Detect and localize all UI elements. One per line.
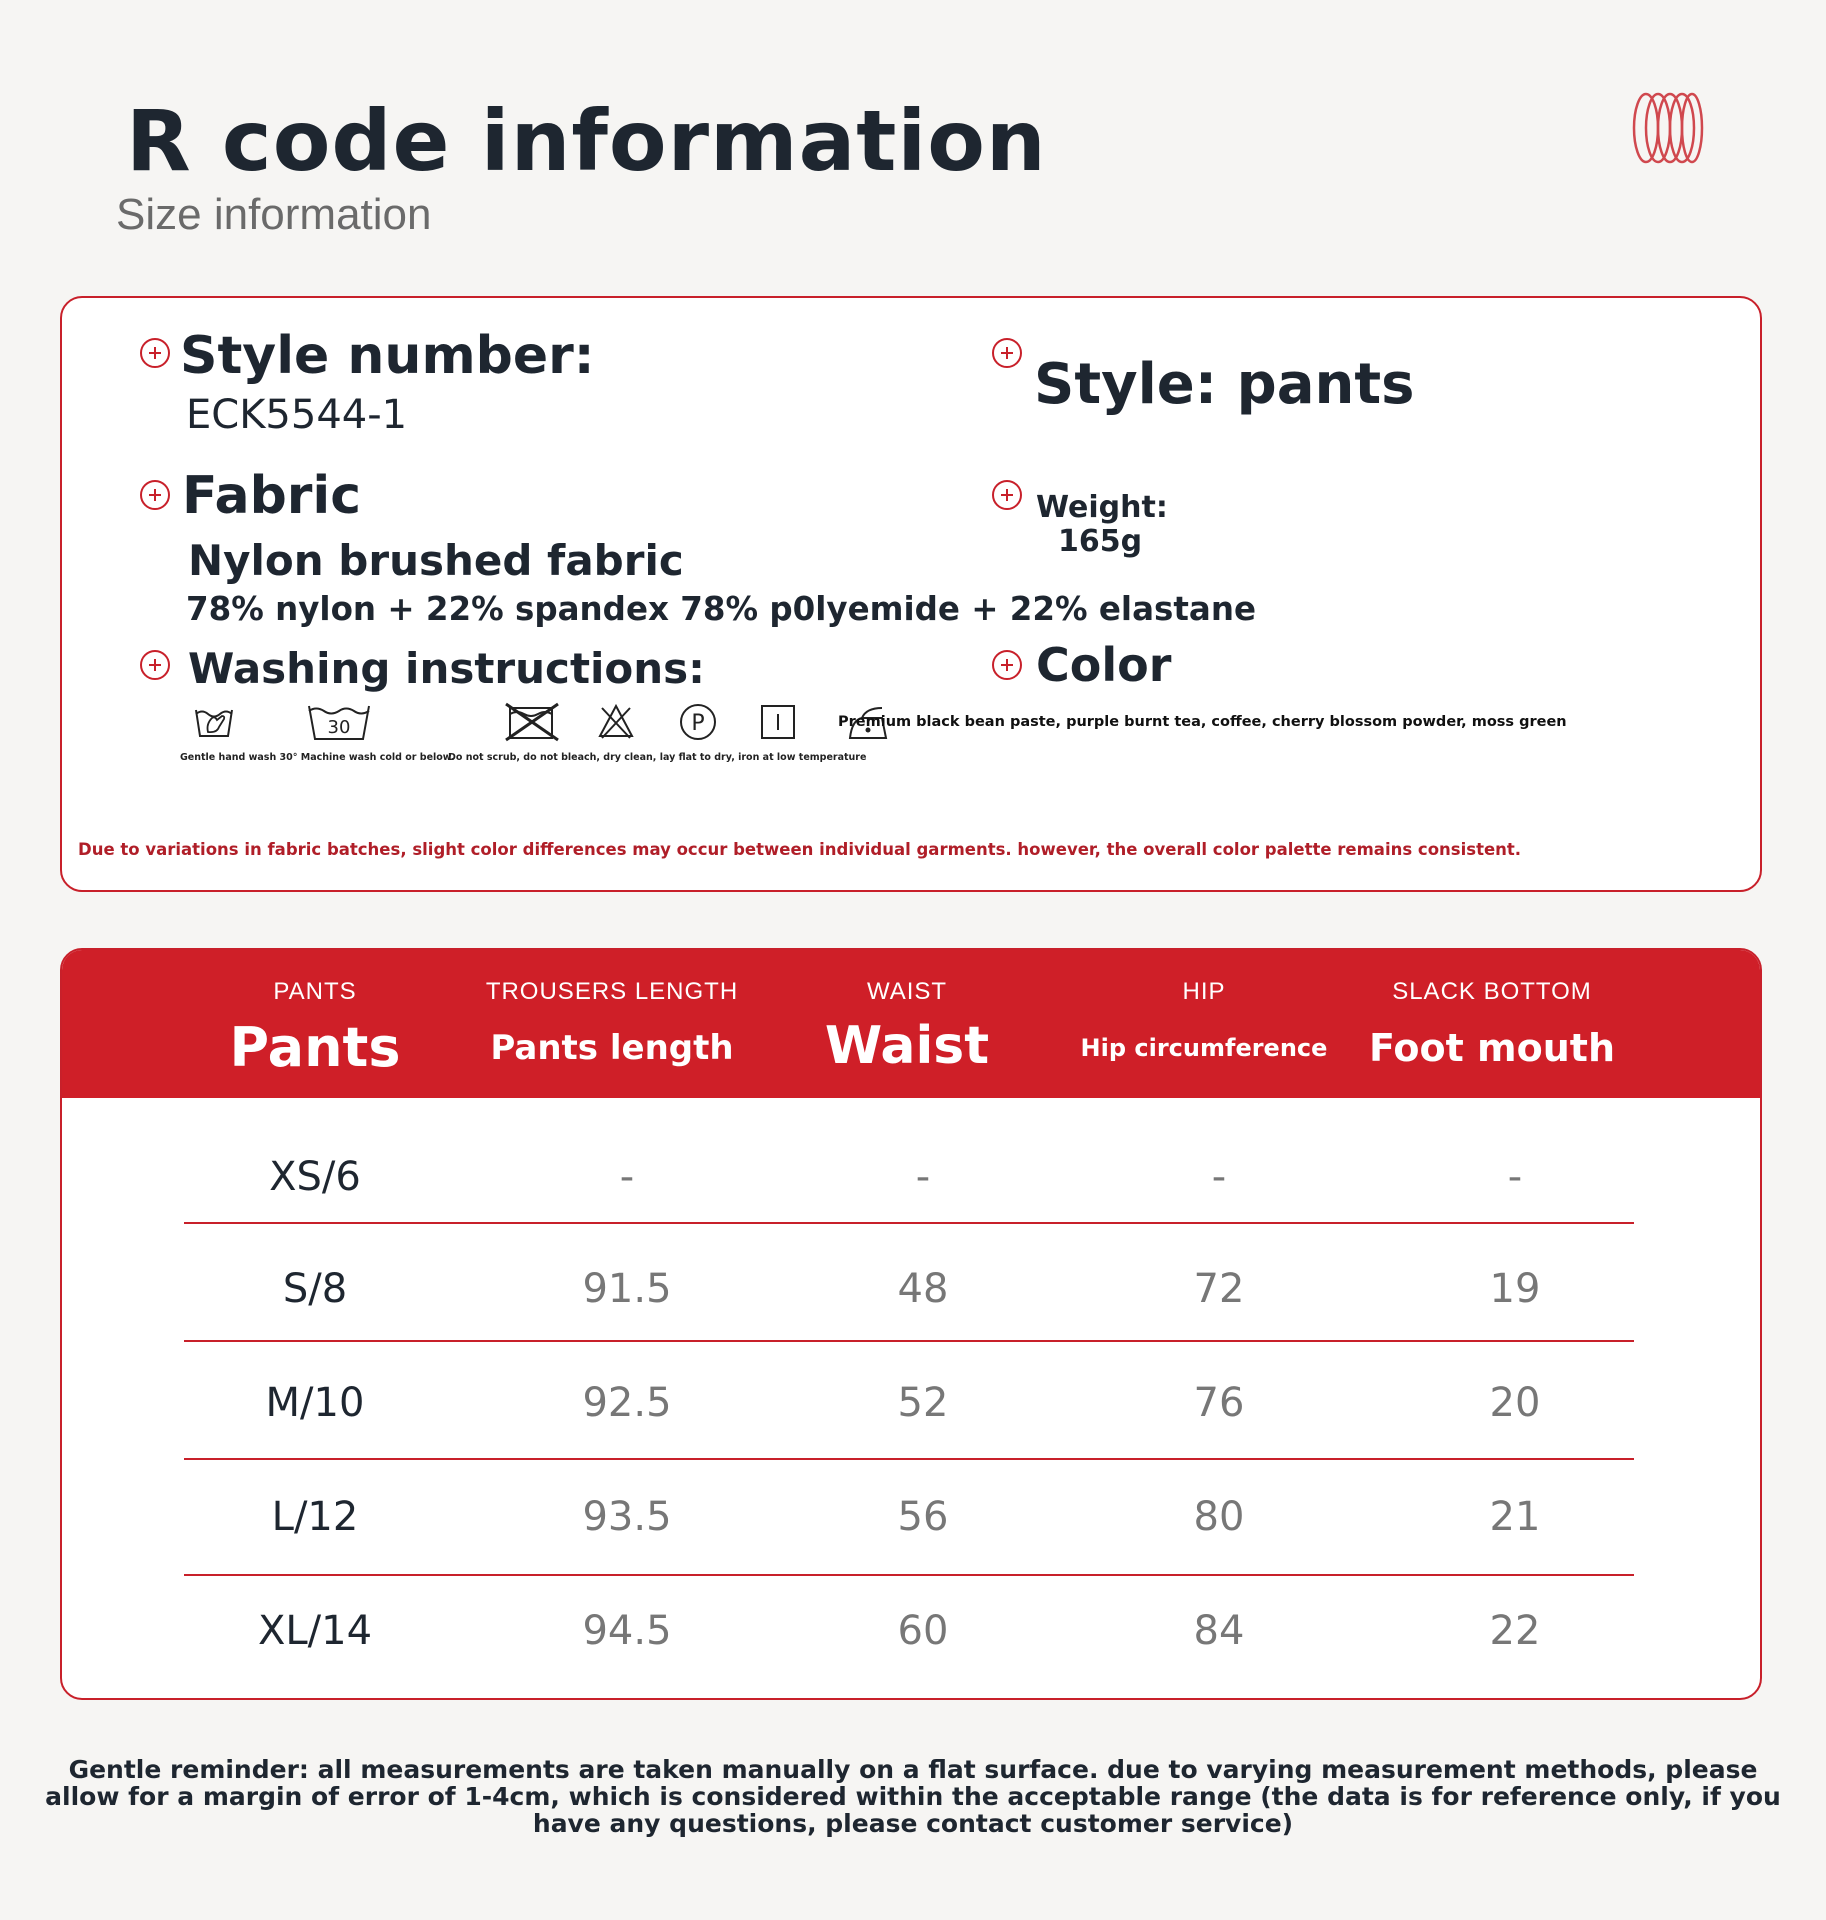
col-label: Waist — [824, 1016, 990, 1076]
fabric-name: Nylon brushed fabric — [188, 536, 684, 585]
value-cell: 20 — [1489, 1380, 1541, 1426]
col-en-label: WAIST — [866, 978, 948, 1005]
size-cell: M/10 — [265, 1380, 365, 1426]
do-not-tumble-dry-icon — [504, 702, 560, 742]
col-en-label: PANTS — [273, 978, 357, 1005]
wash-temp-label: 30 — [327, 717, 351, 738]
value-cell: 94.5 — [582, 1608, 672, 1654]
value-cell: 52 — [897, 1380, 949, 1426]
size-cell: XL/14 — [257, 1608, 373, 1654]
brand-rings-icon — [1630, 90, 1706, 166]
col-en-label: TROUSERS LENGTH — [485, 978, 739, 1005]
washing-label: Washing instructions: — [188, 644, 705, 693]
value-cell: 48 — [897, 1266, 949, 1312]
product-info-card — [60, 296, 1762, 892]
value-cell: 91.5 — [582, 1266, 672, 1312]
color-variation-note: Due to variations in fabric batches, slight color differences may occur between individual garments. however, the overall color palette remains consistent. — [78, 840, 1522, 859]
value-cell: - — [1211, 1154, 1227, 1200]
value-cell: - — [619, 1154, 635, 1200]
wash-note-hand: Gentle hand wash 30° Machine wash cold or below. — [180, 752, 455, 763]
row-divider — [184, 1222, 1634, 1224]
plus-circle-icon — [992, 480, 1022, 510]
plus-circle-icon — [140, 480, 170, 510]
svg-text:P: P — [691, 711, 705, 736]
color-value: Premium black bean paste, purple burnt tea, coffee, cherry blossom powder, moss green — [838, 714, 1567, 730]
style-number-value: ECK5544-1 — [186, 392, 408, 438]
plus-circle-icon — [992, 338, 1022, 368]
value-cell: 19 — [1489, 1266, 1541, 1312]
value-cell: 92.5 — [582, 1380, 672, 1426]
value-cell: 72 — [1193, 1266, 1245, 1312]
value-cell: 84 — [1193, 1608, 1245, 1654]
size-cell: L/12 — [271, 1494, 359, 1540]
table-row — [62, 1346, 1760, 1460]
table-row — [62, 1460, 1760, 1574]
value-cell: - — [1507, 1154, 1523, 1200]
value-cell: 93.5 — [582, 1494, 672, 1540]
dry-clean-icon — [678, 702, 718, 742]
plus-circle-icon — [992, 650, 1022, 680]
value-cell: 76 — [1193, 1380, 1245, 1426]
fabric-composition: 78% nylon + 22% spandex 78% p0lyemide + 22% elastane — [186, 590, 1256, 628]
value-cell: 56 — [897, 1494, 949, 1540]
size-table — [60, 948, 1762, 1700]
fabric-label: Fabric — [182, 466, 362, 526]
hand-wash-icon — [192, 702, 236, 742]
color-label: Color — [1036, 638, 1172, 692]
dry-flat-icon — [758, 702, 798, 742]
table-row — [62, 1574, 1760, 1688]
plus-circle-icon — [140, 650, 170, 680]
weight-label: Weight: — [1036, 490, 1168, 525]
col-label: Foot mouth — [1369, 1026, 1615, 1070]
style-label: Style: pants — [1034, 352, 1415, 417]
col-en-label: HIP — [1182, 978, 1226, 1005]
do-not-bleach-icon — [596, 702, 636, 742]
size-cell: S/8 — [282, 1266, 348, 1312]
col-en-label: SLACK BOTTOM — [1392, 978, 1592, 1005]
page-subtitle: Size information — [116, 190, 432, 239]
page-title: R code information — [126, 92, 1047, 190]
value-cell: 22 — [1489, 1608, 1541, 1654]
size-table-header — [62, 950, 1760, 1098]
value-cell: - — [915, 1154, 931, 1200]
row-divider — [184, 1340, 1634, 1342]
value-cell: 60 — [897, 1608, 949, 1654]
col-waist — [757, 950, 1057, 1098]
value-cell: 80 — [1193, 1494, 1245, 1540]
size-cell: XS/6 — [269, 1154, 361, 1200]
style-number-label: Style number: — [180, 326, 595, 386]
col-label: Pants — [229, 1016, 401, 1079]
weight-value: 165g — [1058, 524, 1143, 559]
col-pants — [165, 950, 465, 1098]
table-row — [62, 1232, 1760, 1346]
measurement-reminder: Gentle reminder: all measurements are taken manually on a flat surface. due to varying measurement methods, please allow for a margin of error of 1-4cm, which is considered within the acceptable range (the data is for reference only, if you have any questions, please contact customer service) — [45, 1755, 1781, 1838]
col-label: Pants length — [490, 1028, 734, 1068]
col-hip — [1054, 950, 1354, 1098]
plus-circle-icon — [140, 338, 170, 368]
col-label: Hip circumference — [1080, 1034, 1328, 1062]
value-cell: 21 — [1489, 1494, 1541, 1540]
table-row — [62, 1120, 1760, 1234]
wash-note-care: Do not scrub, do not bleach, dry clean, lay flat to dry, iron at low temperature — [448, 752, 867, 763]
col-foot-mouth — [1342, 950, 1642, 1098]
col-pants-length — [462, 950, 762, 1098]
machine-wash-30-icon — [306, 702, 372, 742]
